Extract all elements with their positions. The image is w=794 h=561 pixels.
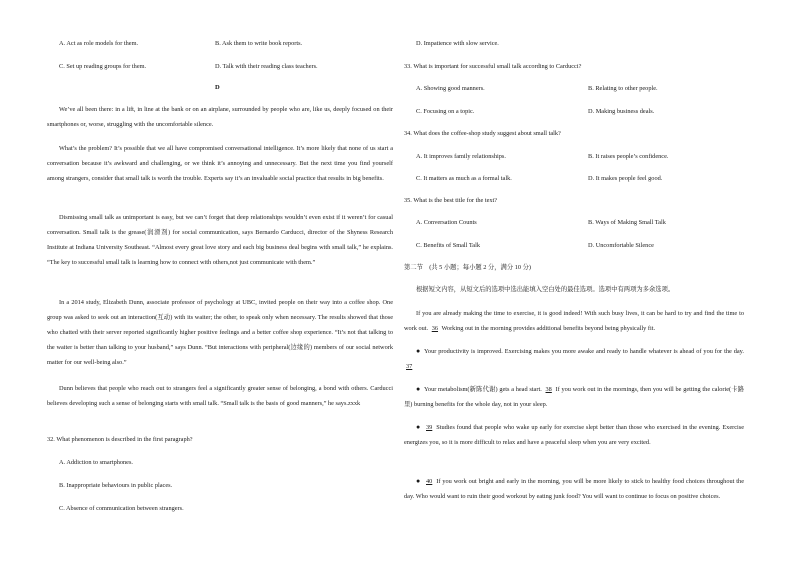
paragraph-3: Dismissing small talk as unimportant is easy, but we can’t forget that deep relationships wouldn’t even exist if it weren’t for casual conversation. Small talk is the grease(润滑剂) for social communication, says Bernardo Carducci, director of the Shyness Research Institute at Indiana University Southeast. “Almost every great love story and each big business deal begins with small talk,” he explains. “The key to successful small talk is learning how to connect with others,not just communicate with them.”: [47, 214, 393, 266]
q33-option-c: C. Focusing on a topic.: [416, 108, 475, 115]
q34-option-c: C. It matters as much as a formal talk.: [416, 175, 512, 182]
q33-option-b: B. Relating to other people.: [588, 85, 658, 92]
paragraph-1: We’ve all been there: in a lift, in line at the bank or on an airplane, surrounded by people who are, like us, deeply focused on their smartphones or, worse, struggling with the uncomfortable silence.: [47, 106, 393, 128]
q35-stem: 35. What is the best title for the text?: [404, 197, 498, 204]
bullet-dot-icon: ●: [416, 347, 421, 355]
passage-intro: If you are already making the time to exercise, it is good indeed! With such busy lives, it can be hard to try and find the time to work out. 36 Working out in the morning provides additional benefits beyond being physically fit.: [404, 306, 744, 336]
bullet-item-4: ● 40 If you work out bright and early in the morning, you will be more likely to stick to healthy food choices throughout the day. Who would want to ruin their good workout by eating junk food? You will want to continue to focus on positive choices.: [404, 474, 744, 504]
bullet-item-1: ● Your productivity is improved. Exercising makes you more awake and ready to handle whatever is ahead of you for the day. 37: [404, 344, 744, 374]
blank-39[interactable]: 39: [426, 424, 433, 431]
q34-option-d: D. It makes people feel good.: [588, 175, 663, 182]
blank-38[interactable]: 38: [545, 386, 552, 393]
blank-36[interactable]: 36: [431, 325, 439, 332]
q31-option-a: A. Act as role models for them.: [59, 40, 139, 47]
q33-option-d: D. Making business deals.: [588, 108, 655, 115]
q33-stem: 33. What is important for successful small talk according to Carducci?: [404, 63, 582, 70]
bullet-dot-icon: ●: [416, 477, 421, 485]
paragraph-2: What’s the problem? It’s possible that we all have compromised conversational intelligence. It’s more likely that none of us start a conversation because it’s awkward and challenging, or we think it’s annoying and unnecessary. But the next time you find yourself among strangers, consider that small talk is worth the trouble. Experts say it’s an invaluable social practice that results in big benefits.: [47, 145, 393, 182]
q31-option-c: C. Set up reading groups for them.: [59, 63, 147, 70]
bullet-dot-icon: ●: [416, 423, 421, 431]
q32-option-b: B. Inappropriate behaviours in public places.: [59, 482, 173, 489]
q31-option-d: D. Talk with their reading class teachers.: [215, 63, 318, 70]
q32-option-d: D. Impatience with slow service.: [416, 40, 499, 47]
q33-option-a: A. Showing good manners.: [416, 85, 485, 92]
bullet-item-3: ● 39 Studies found that people who wake up early for exercise slept better than those who exercised in the evening. Exercise energizes you, so it is more difficult to relax and have a peaceful sleep when you are very excited.: [404, 420, 744, 450]
bullet-dot-icon: ●: [416, 385, 421, 393]
q35-option-b: B. Ways of Making Small Talk: [588, 219, 666, 226]
section-label-d: D: [215, 84, 220, 91]
blank-37[interactable]: 37: [406, 363, 413, 370]
q34-option-a: A. It improves family relationships.: [416, 153, 506, 160]
blank-40[interactable]: 40: [426, 478, 433, 485]
q35-option-c: C. Benefits of Small Talk: [416, 242, 480, 249]
q32-option-c: C. Absence of communication between strangers.: [59, 505, 184, 512]
paragraph-5: Dunn believes that people who reach out to strangers feel a significantly greater sense of belonging, a bond with others. Carducci believes developing such a sense of belonging starts with small talk. “Small talk is the basis of good manners,” he says.zxxk: [47, 385, 393, 407]
q35-option-d: D. Uncomfortable Silence: [588, 242, 654, 249]
q32-stem: 32. What phenomenon is described in the first paragraph?: [47, 436, 193, 443]
section2-instruction: 根据短文内容，从短文后的选项中选出能填入空白处的最佳选项。选项中有两项为多余选项。: [416, 286, 675, 293]
q35-option-a: A. Conversation Counts: [416, 219, 477, 226]
bullet-item-2: ● Your metabolism(新陈代谢) gets a head start. 38 If you work out in the mornings, then you will be getting the calorie(卡路里) burning benefits for the whole day, not in your sleep.: [404, 382, 744, 412]
q34-stem: 34. What does the coffee-shop study suggest about small talk?: [404, 130, 561, 137]
section2-heading: 第二节 (共 5 小题；每小题 2 分，满分 10 分): [404, 264, 531, 271]
q32-option-a: A. Addiction to smartphones.: [59, 459, 133, 466]
paragraph-4: In a 2014 study, Elizabeth Dunn, associate professor of psychology at UBC, invited people on their way into a coffee shop. One group was asked to seek out an interaction(互动) with its waiter; the other, to speak only when necessary. The results showed that those who chatted with their server reported significantly higher positive feelings and a better coffee shop experience. “It’s not that talking to the waiter is better than talking to your husband,” says Dunn. “But interactions with peripheral(边缘的) members of our social network matter for our well-being also.”: [47, 299, 393, 366]
q34-option-b: B. It raises people’s confidence.: [588, 153, 669, 160]
q31-option-b: B. Ask them to write book reports.: [215, 40, 303, 47]
